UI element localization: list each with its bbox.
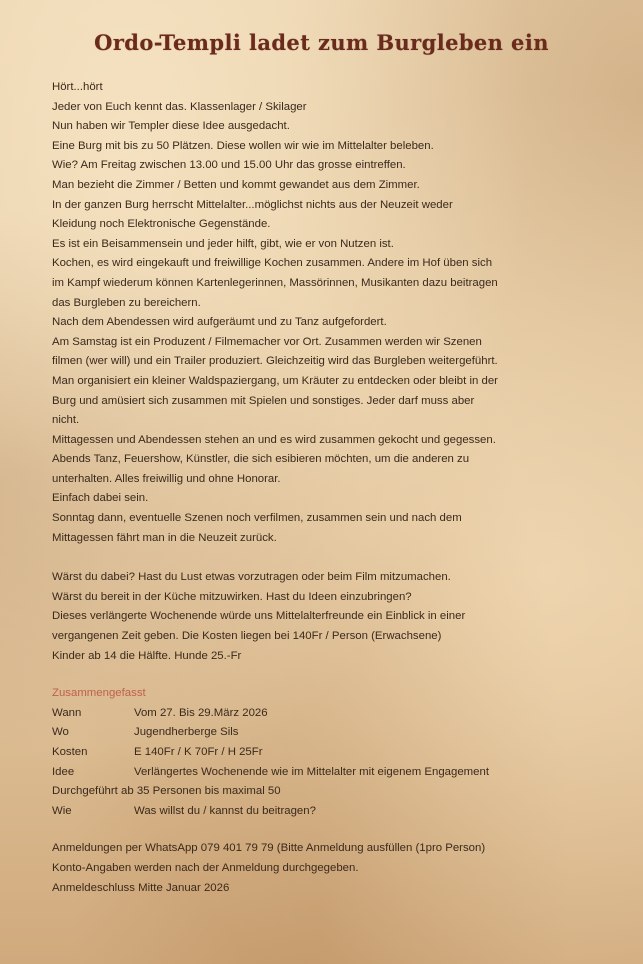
summary-row-wann [52, 704, 612, 724]
text-line: Kinder ab 14 die Hälfte. Hunde 25.-Fr [52, 649, 242, 662]
text-line: Man bezieht die Zimmer / Betten und kommt gewandet aus dem Zimmer. [52, 178, 420, 191]
flyer-title: Ordo-Templi ladet zum Burgleben ein [94, 30, 549, 55]
summary-label: Wann [52, 706, 82, 719]
paragraph-spacer [52, 548, 612, 568]
text-line: Mittagessen fährt man in die Neuzeit zurück. [52, 531, 277, 544]
contact-block [52, 839, 612, 898]
intro-paragraph [52, 78, 612, 548]
text-line: Nun haben wir Templer diese Idee ausgedacht. [52, 120, 290, 133]
flyer-body [52, 78, 612, 898]
text-line: Am Samstag ist ein Produzent / Filmemacher vor Ort. Zusammen werden wir Szenen [52, 335, 482, 348]
text-line: Wie? Am Freitag zwischen 13.00 und 15.00 Uhr das grosse eintreffen. [52, 159, 406, 172]
text-line: Burg und amüsiert sich zusammen mit Spielen und sonstiges. Jeder darf muss aber [52, 394, 475, 407]
invitation-paragraph [52, 568, 612, 666]
text-line: Kleidung noch Elektronische Gegenstände. [52, 218, 271, 231]
contact-line: Konto-Angaben werden nach der Anmeldung durchgegeben. [52, 861, 359, 874]
summary-label: Wo [52, 726, 69, 739]
summary-row-durchgefuehrt: Durchgeführt ab 35 Personen bis maximal 50 [52, 785, 281, 798]
text-line: Einfach dabei sein. [52, 492, 149, 505]
text-line: In der ganzen Burg herrscht Mittelalter...möglichst nichts aus der Neuzeit weder [52, 198, 453, 211]
text-line: das Burgleben zu bereichern. [52, 296, 201, 309]
summary-table [52, 704, 612, 822]
summary-row-kosten [52, 743, 612, 763]
text-line: Abends Tanz, Feuershow, Künstler, die sich esibieren möchten, um die anderen zu [52, 453, 470, 466]
text-line: unterhalten. Alles freiwillig und ohne Honorar. [52, 472, 281, 485]
text-line: nicht. [52, 414, 80, 427]
summary-row-wo [52, 723, 612, 743]
text-line: Hört...hört [52, 81, 103, 93]
text-line: Dieses verlängerte Wochenende würde uns Mittelalterfreunde ein Einblick in einer [52, 610, 466, 623]
summary-row-idee [52, 763, 612, 783]
text-line: filmen (wer will) und ein Trailer produziert. Gleichzeitig wird das Burgleben weitergeführt. [52, 355, 498, 368]
summary-heading: Zusammengefasst [52, 687, 146, 700]
text-line: Es ist ein Beisammensein und jeder hilft, gibt, wie er von Nutzen ist. [52, 237, 394, 250]
text-line: Eine Burg mit bis zu 50 Plätzen. Diese wollen wir wie im Mittelalter beleben. [52, 139, 434, 152]
text-line: Mittagessen und Abendessen stehen an und es wird zusammen gekocht und gegessen. [52, 433, 496, 446]
summary-value: E 140Fr / K 70Fr / H 25Fr [134, 746, 263, 758]
text-line: Sonntag dann, eventuelle Szenen noch verfilmen, zusammen sein und nach dem [52, 512, 462, 525]
summary-label: Idee [52, 765, 75, 778]
summary-value: Was willst du / kannst du beitragen? [134, 804, 316, 817]
text-line: im Kampf wiederum können Kartenlegerinnen, Massörinnen, Musikanten dazu beitragen [52, 276, 498, 289]
text-line: Jeder von Euch kennt das. Klassenlager / Skilager [52, 100, 307, 113]
summary-label: Kosten [52, 746, 88, 758]
summary-value: Verlängertes Wochenende wie im Mittelalter mit eigenem Engagement [134, 765, 489, 778]
summary-value: Jugendherberge Sils [134, 726, 239, 739]
summary-row-wie [52, 802, 612, 822]
text-line: Wärst du dabei? Hast du Lust etwas vorzutragen oder beim Film mitzumachen. [52, 571, 451, 584]
text-line: Kochen, es wird eingekauft und freiwillige Kochen zusammen. Andere im Hof üben sich [52, 257, 493, 270]
text-line: Wärst du bereit in der Küche mitzuwirken. Hast du Ideen einzubringen? [52, 590, 412, 603]
contact-line: Anmeldeschluss Mitte Januar 2026 [52, 881, 230, 894]
text-line: vergangenen Zeit geben. Die Kosten liegen bei 140Fr / Person (Erwachsene) [52, 630, 442, 643]
summary-label: Wie [52, 804, 72, 817]
text-line: Nach dem Abendessen wird aufgeräumt und zu Tanz aufgefordert. [52, 316, 387, 329]
summary-value: Vom 27. Bis 29.März 2026 [134, 706, 268, 719]
contact-line: Anmeldungen per WhatsApp 079 401 79 79 (Bitte Anmeldung ausfüllen (1pro Person) [52, 842, 486, 855]
text-line: Man organisiert ein kleiner Waldspaziergang, um Kräuter zu entdecken oder bleibt in der [52, 374, 498, 387]
